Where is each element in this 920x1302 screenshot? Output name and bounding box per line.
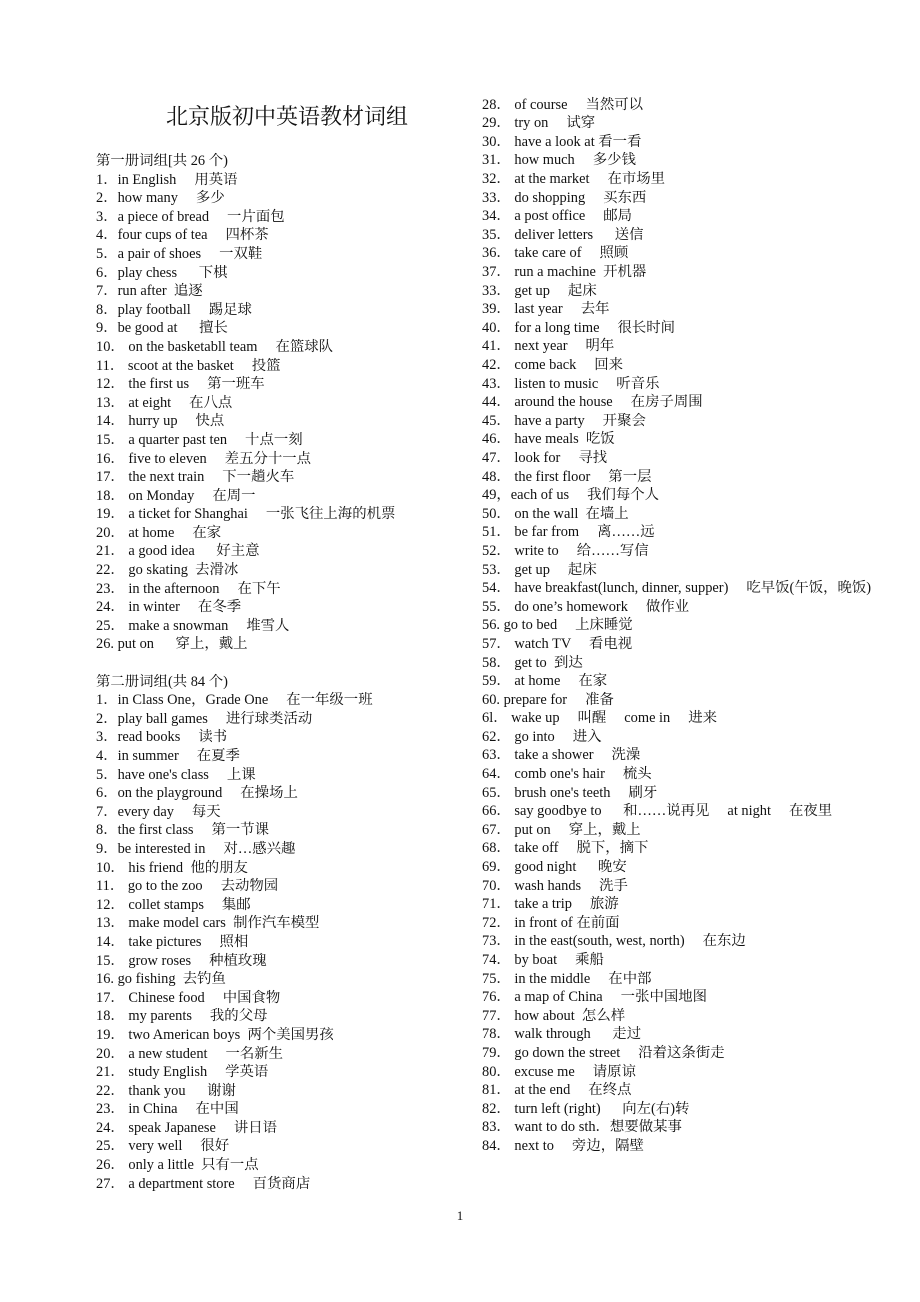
phrase-entry: 32． at the market 在市场里 — [482, 171, 666, 188]
phrase-entry: 60. prepare for 准备 — [482, 691, 614, 708]
phrase-entry: 20． a new student 一名新生 — [96, 1045, 284, 1062]
phrase-entry: 62． go into 进入 — [482, 728, 602, 745]
phrase-entry: 26. put on 穿上，戴上 — [96, 636, 248, 653]
phrase-entry: 23． in the afternoon 在下午 — [96, 580, 281, 597]
phrase-entry: 31． how much 多少钱 — [482, 152, 636, 169]
phrase-entry: 80． excuse me 请原谅 — [482, 1063, 636, 1080]
phrase-entry: 15． a quarter past ten 十点一刻 — [96, 431, 303, 448]
phrase-entry: 39． last year 去年 — [482, 301, 610, 318]
phrase-entry: 45． have a party 开聚会 — [482, 412, 646, 429]
phrase-entry: 53． get up 起床 — [482, 561, 597, 578]
book2-phrase-list-left — [96, 691, 466, 1193]
book1-heading: 第一册词组[共 26 个) — [96, 153, 228, 169]
phrase-entry: 29． try on 试穿 — [482, 115, 596, 132]
phrase-entry: 81． at the end 在终点 — [482, 1082, 632, 1099]
phrase-entry: 64． comb one's hair 梳头 — [482, 766, 652, 783]
phrase-entry: 22． thank you 谢谢 — [96, 1082, 236, 1099]
phrase-entry: 24． speak Japanese 讲日语 — [96, 1119, 278, 1136]
phrase-entry: 3．read books 读书 — [96, 729, 228, 746]
phrase-entry: 59． at home 在家 — [482, 673, 608, 690]
phrase-entry: 71． take a trip 旅游 — [482, 896, 619, 913]
phrase-entry: 34． a post office 邮局 — [482, 208, 633, 225]
phrase-entry: 4．in summer 在夏季 — [96, 748, 240, 764]
phrase-entry: 28． of course 当然可以 — [482, 96, 644, 113]
phrase-entry: 6．play chess 下棋 — [96, 264, 228, 281]
page-title: 北京版初中英语教材词组 — [165, 104, 408, 129]
phrase-entry: 55． do one’s homework 做作业 — [482, 598, 690, 615]
phrase-entry: 84． next to 旁边，隔壁 — [482, 1137, 644, 1154]
phrase-entry: 7．every day 每天 — [96, 803, 221, 820]
phrase-entry: 21． study English 学英语 — [96, 1064, 269, 1081]
right-column — [482, 96, 872, 1156]
phrase-entry: 7．run after 追逐 — [96, 283, 203, 300]
phrase-entry: 69． good night 晚安 — [482, 859, 627, 876]
phrase-entry: 50． on the wall 在墙上 — [482, 505, 629, 522]
phrase-entry: 13． make model cars 制作汽车模型 — [96, 915, 320, 932]
phrase-entry: 16. go fishing 去钓鱼 — [96, 971, 226, 988]
phrase-entry: 2．play ball games 进行球类活动 — [96, 710, 313, 727]
phrase-entry: 70． wash hands 洗手 — [482, 877, 628, 894]
phrase-entry: 4．four cups of tea 四杯茶 — [96, 227, 269, 244]
phrase-entry: 51． be far from 离……远 — [482, 524, 655, 541]
phrase-entry: 5．have one's class 上课 — [96, 766, 256, 783]
phrase-entry: 12． collet stamps 集邮 — [96, 896, 251, 913]
book2-heading: 第二册词组(共 84 个) — [96, 673, 228, 690]
phrase-entry: 57． watch TV 看电视 — [482, 635, 633, 652]
phrase-entry: 33． get up 起床 — [482, 282, 597, 299]
phrase-entry: 8．the first class 第一节课 — [96, 822, 270, 839]
phrase-entry: 6l． wake up 叫醒 come in 进来 — [482, 710, 718, 727]
phrase-entry: 41． next year 明年 — [482, 338, 615, 355]
phrase-entry: 44． around the house 在房子周围 — [482, 394, 703, 411]
phrase-entry: 12． the first us 第一班车 — [96, 376, 265, 393]
phrase-entry: 10． his friend 他的朋友 — [96, 859, 248, 876]
phrase-entry: 11． go to the zoo 去动物园 — [96, 878, 279, 895]
phrase-entry: 75． in the middle 在中部 — [482, 970, 652, 987]
phrase-entry: 5．a pair of shoes 一双鞋 — [96, 245, 263, 262]
phrase-entry: 11． scoot at the basket 投篮 — [96, 357, 281, 374]
phrase-entry: 1．in English 用英语 — [96, 171, 238, 188]
phrase-entry: 63． take a shower 洗澡 — [482, 747, 641, 764]
phrase-entry: 16． five to eleven 差五分十一点 — [96, 450, 312, 467]
phrase-entry: 8．play football 踢足球 — [96, 301, 252, 318]
phrase-entry: 18． my parents 我的父母 — [96, 1008, 268, 1025]
page-number: 1 — [456, 1208, 464, 1223]
phrase-entry: 76． a map of China 一张中国地图 — [482, 989, 708, 1006]
phrase-entry: 15． grow roses 种植玫瑰 — [96, 952, 267, 969]
phrase-entry: 78． walk through 走过 — [482, 1026, 642, 1043]
phrase-entry: 35． deliver letters 送信 — [482, 226, 644, 243]
phrase-entry: 52． write to 给……写信 — [482, 542, 649, 559]
phrase-entry: 47． look for 寻找 — [482, 449, 608, 466]
phrase-entry: 72． in front of 在前面 — [482, 914, 620, 931]
phrase-entry: 68． take off 脱下，摘下 — [482, 840, 649, 857]
phrase-entry: 1．in Class One，Grade One 在一年级一班 — [96, 692, 373, 709]
phrase-entry: 58． get to 到达 — [482, 654, 583, 671]
phrase-entry: 33． do shopping 买东西 — [482, 189, 647, 206]
phrase-entry: 36． take care of 照顾 — [482, 245, 629, 262]
phrase-entry: 26． only a little 只有一点 — [96, 1157, 259, 1174]
phrase-entry: 48． the first floor 第一层 — [482, 468, 652, 485]
phrase-entry: 42． come back 回来 — [482, 357, 624, 373]
phrase-entry: 73． in the east(south, west, north) 在东边 — [482, 933, 746, 950]
phrase-entry: 79． go down the street 沿着这条街走 — [482, 1044, 725, 1061]
phrase-entry: 10． on the basketabll team 在篮球队 — [96, 338, 334, 355]
phrase-entry: 37． run a machine 开机器 — [482, 264, 647, 281]
phrase-entry: 67． put on 穿上，戴上 — [482, 821, 641, 838]
phrase-entry: 18． on Monday 在周一 — [96, 487, 256, 504]
phrase-entry: 30． have a look at 看一看 — [482, 133, 642, 150]
phrase-entry: 46． have meals 吃饭 — [482, 431, 615, 448]
phrase-entry: 25． very well 很好 — [96, 1138, 230, 1155]
phrase-entry: 20． at home 在家 — [96, 524, 222, 541]
section-gap — [96, 654, 466, 673]
phrase-entry: 54． have breakfast(lunch, dinner, supper) 吃早饭(午饭，晚饭) — [482, 580, 872, 597]
phrase-entry: 56. go to bed 上床睡觉 — [482, 617, 633, 634]
phrase-entry: 14． take pictures 照相 — [96, 933, 249, 950]
phrase-entry: 17． Chinese food 中国食物 — [96, 989, 281, 1006]
phrase-entry: 13． at eight 在八点 — [96, 394, 233, 411]
phrase-entry: 27． a department store 百货商店 — [96, 1175, 311, 1192]
phrase-entry: 77． how about 怎么样 — [482, 1007, 626, 1024]
phrase-entry: 83． want to do sth．想要做某事 — [482, 1119, 682, 1136]
phrase-entry: 17． the next train 下一趟火车 — [96, 469, 295, 486]
phrase-entry: 23． in China 在中国 — [96, 1101, 239, 1118]
phrase-entry: 9．be interested in 对…感兴趣 — [96, 840, 296, 857]
phrase-entry: 82． turn left (right) 向左(右)转 — [482, 1100, 690, 1117]
phrase-entry: 6．on the playground 在操场上 — [96, 785, 298, 802]
phrase-entry: 19． a ticket for Shanghai 一张飞往上海的机票 — [96, 506, 396, 523]
phrase-entry: 2．how many 多少 — [96, 190, 225, 207]
phrase-entry: 66． say goodbye to 和……说再见 at night 在夜里 — [482, 803, 833, 820]
phrase-entry: 9．be good at 擅长 — [96, 320, 228, 337]
phrase-entry: 21． a good idea 好主意 — [96, 543, 260, 560]
phrase-entry: 49，each of us 我们每个人 — [482, 487, 660, 504]
book1-phrase-list — [96, 171, 466, 654]
book2-phrase-list-right — [482, 96, 872, 1156]
phrase-entry: 22． go skating 去滑冰 — [96, 562, 239, 579]
phrase-entry: 19． two American boys 两个美国男孩 — [96, 1026, 334, 1043]
phrase-entry: 25． make a snowman 堆雪人 — [96, 617, 290, 634]
phrase-entry: 14． hurry up 快点 — [96, 413, 225, 430]
phrase-entry: 40． for a long time 很长时间 — [482, 319, 676, 336]
left-column — [96, 152, 466, 1193]
phrase-entry: 43． listen to music 听音乐 — [482, 375, 660, 392]
phrase-entry: 24． in winter 在冬季 — [96, 599, 242, 616]
phrase-entry: 3．a piece of bread 一片面包 — [96, 208, 285, 225]
phrase-entry: 65． brush one's teeth 刷牙 — [482, 784, 658, 801]
phrase-entry: 74． by boat 乘船 — [482, 952, 604, 968]
